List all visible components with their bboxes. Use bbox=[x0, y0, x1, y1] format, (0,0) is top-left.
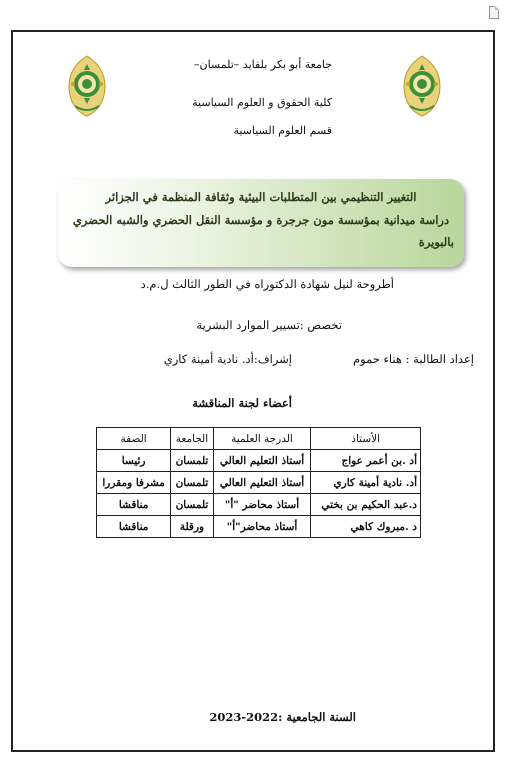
thesis-subtitle-continued: بالبويرة bbox=[418, 235, 454, 249]
table-row bbox=[97, 516, 421, 538]
student-name: إعداد الطالبة : هناء حموم bbox=[353, 352, 474, 366]
table-cell: مناقشا bbox=[97, 494, 171, 516]
faculty-name: كلية الحقوق و العلوم السياسية bbox=[192, 96, 332, 109]
thesis-title-box bbox=[58, 179, 464, 267]
table-row bbox=[97, 472, 421, 494]
thesis-subtitle: دراسة ميدانية بمؤسسة مون جرجرة و مؤسسة النقل الحضري والشبه الحضري bbox=[72, 213, 450, 227]
column-header: الأستاذ bbox=[311, 428, 421, 450]
specialty: تخصص :تسيير الموارد البشرية bbox=[196, 318, 342, 332]
document-icon bbox=[489, 6, 499, 19]
table-cell: مناقشا bbox=[97, 516, 171, 538]
table-row bbox=[97, 450, 421, 472]
page-border bbox=[11, 30, 495, 752]
table-cell: تلمسان bbox=[171, 472, 213, 494]
department-name: قسم العلوم السياسية bbox=[233, 124, 332, 137]
column-header: الصفة bbox=[97, 428, 171, 450]
university-emblem-icon bbox=[67, 54, 107, 118]
committee-title: أعضاء لجنة المناقشة bbox=[192, 396, 292, 410]
table-cell: مشرفا ومقررا bbox=[97, 472, 171, 494]
column-header: الجامعة bbox=[171, 428, 213, 450]
university-emblem-icon bbox=[402, 54, 442, 118]
committee-table bbox=[96, 427, 421, 538]
table-cell: تلمسان bbox=[171, 450, 213, 472]
table-cell: د.عبد الحكيم بن بختي bbox=[311, 494, 421, 516]
table-cell: رئيسا bbox=[97, 450, 171, 472]
table-cell: أستاذ محاضر"أ" bbox=[213, 516, 311, 538]
table-cell: أد. نادية أمينة كاري bbox=[311, 472, 421, 494]
supervisor-name: إشراف:أد. نادية أمينة كاري bbox=[163, 352, 292, 366]
table-cell: أستاذ التعليم العالي bbox=[213, 472, 311, 494]
table-header-row bbox=[97, 428, 421, 450]
table-cell: أد .بن أعمر عواج bbox=[311, 450, 421, 472]
table-cell: د .مبروك كاهي bbox=[311, 516, 421, 538]
table-cell: تلمسان bbox=[171, 494, 213, 516]
table-row bbox=[97, 494, 421, 516]
university-name: جامعة أبو بكر بلقايد –تلمسان– bbox=[194, 58, 332, 71]
thesis-degree: أطروحة لنيل شهادة الدكتوراه في الطور الثالث ل.م.د bbox=[140, 277, 394, 291]
table-cell: أستاذ التعليم العالي bbox=[213, 450, 311, 472]
table-cell: أستاذ محاضر "أ" bbox=[213, 494, 311, 516]
academic-year: السنة الجامعية :2022-2023 bbox=[209, 710, 356, 724]
thesis-title: التغيير التنظيمي بين المتطلبات البيئية وثقافة المنظمة في الجزائر bbox=[105, 190, 417, 204]
column-header: الدرجة العلمية bbox=[213, 428, 311, 450]
table-cell: ورقلة bbox=[171, 516, 213, 538]
